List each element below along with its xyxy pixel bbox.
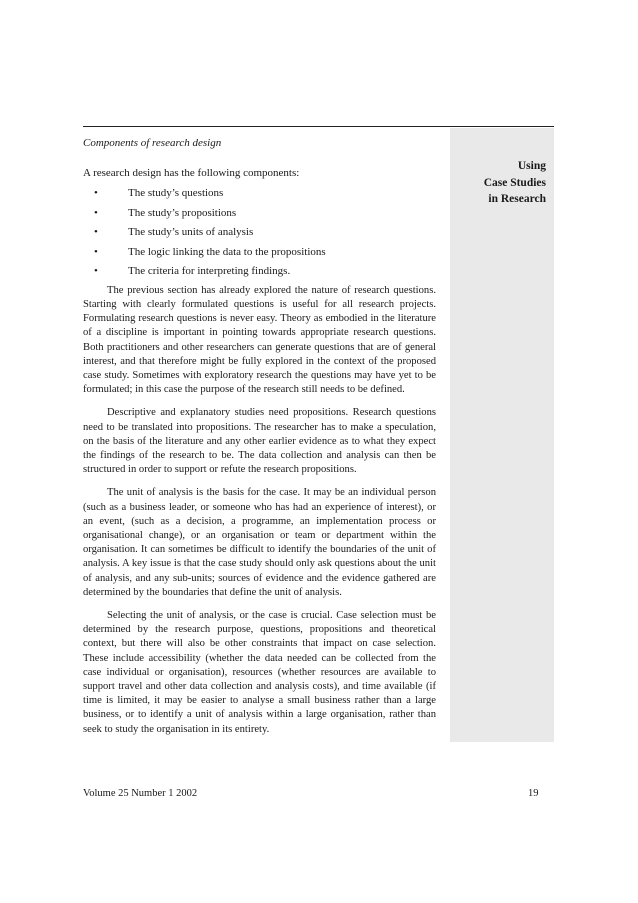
sidebar	[450, 128, 554, 742]
list-item-text: The study’s propositions	[128, 206, 237, 219]
list-item-text: The criteria for interpreting findings.	[128, 265, 291, 278]
paragraph-research-questions: The previous section has already explored the nature of research questions. Starting with clearly formulated questions is useful for all research projects. Formulating research questions is never easy. Theory as embodied in the literature of a discipline is important in pointing towards appropriate research questions. Both practitioners and other researchers can generate questions that are of general interest, and that therefore might be fully explored in the context of the proposed case study. Sometimes with exploratory research the questions may have yet to be formulated; in this case the purpose of the research still needs to be defined.	[83, 284, 436, 396]
list-item	[83, 245, 436, 265]
list-item-text: The logic linking the data to the propositions	[128, 245, 326, 258]
list-item-text: The study’s questions	[128, 187, 224, 200]
paragraph-propositions: Descriptive and explanatory studies need propositions. Research questions need to be translated into propositions. The researcher has to make a speculation, on the basis of the literature and any other earlier evidence as to what they expect the findings of the research to be. The data collection and analysis can then be structured in order to support or refute the research propositions.	[83, 407, 436, 476]
bullet-icon: •	[94, 245, 98, 258]
footer-volume: Volume 25 Number 1 2002	[83, 788, 198, 799]
list-item	[83, 225, 436, 245]
sidebar-title-line-3: in Research	[488, 193, 546, 205]
paragraph-unit-of-analysis: The unit of analysis is the basis for the case. It may be an individual person (such as a business leader, or someone who has had an experience of interest), or an event, (such as a decision, a programme, an implementation process or organisational change), or an organisation or team or department within the organisation. It can sometimes be difficult to identify the boundaries of the unit of analysis. A key issue is that the case study should only ask questions about the unit of analysis, and any sub-units; sources of evidence and the evidence gathered are determined by the boundaries that define the unit of analysis.	[83, 487, 436, 598]
main-content	[83, 136, 436, 746]
page-number: 19	[528, 788, 539, 799]
bullet-icon: •	[94, 187, 98, 200]
sidebar-title-line-2: Case Studies	[483, 176, 546, 189]
top-rule	[83, 126, 554, 127]
intro-text: A research design has the following components:	[83, 167, 300, 179]
bullet-icon: •	[94, 226, 98, 239]
bullet-icon: •	[94, 206, 98, 219]
sidebar-title-line-1: Using	[517, 160, 546, 172]
sidebar-title	[450, 158, 546, 208]
paragraph-case-selection: Selecting the unit of analysis, or the case is crucial. Case selection must be determined by the research purpose, questions, propositions and theoretical context, but there will also be other constraints that impact on case selection. These include accessibility (whether the data needed can be collected from the case individual or organisation), resources (whether resources are available to support travel and other data collection and analysis costs), and time available (if time is limited, it may be easier to analyse a small business rather than a large business, or to identify a unit of analysis within a large organisation, rather than seek to study the organisation in its entirety.	[83, 609, 436, 735]
bullet-icon: •	[94, 265, 98, 278]
list-item	[83, 206, 436, 226]
components-list	[83, 186, 436, 284]
list-item-text: The study’s units of analysis	[128, 226, 254, 239]
list-item	[83, 186, 436, 206]
list-item	[83, 264, 436, 284]
section-heading: Components of research design	[83, 137, 222, 149]
